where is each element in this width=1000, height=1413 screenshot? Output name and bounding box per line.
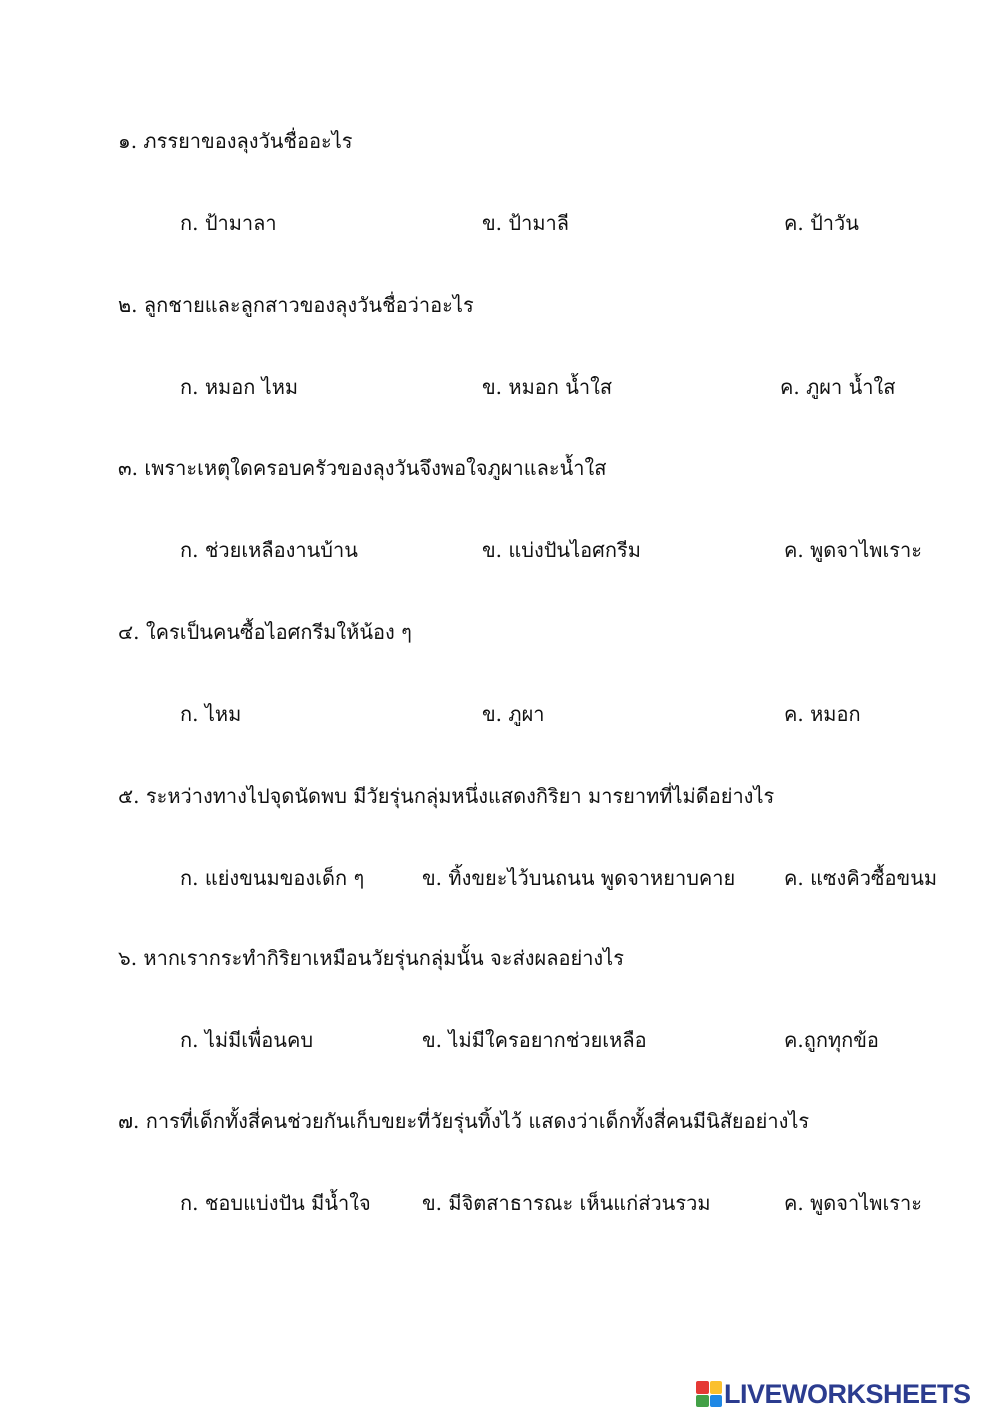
q2-choice-b[interactable]: ข. หมอก น้ำใส <box>482 375 613 399</box>
q7-choice-c[interactable]: ค. พูดจาไพเราะ <box>784 1191 923 1215</box>
q5-choice-c[interactable]: ค. แซงคิวซื้อขนม <box>784 866 938 890</box>
question-7: ๗. การที่เด็กทั้งสี่คนช่วยกันเก็บขยะที่วัยรุ่นทิ้งไว้ แสดงว่าเด็กทั้งสี่คนมีนิสัยอย่างไร <box>118 1109 810 1133</box>
q3-choice-a[interactable]: ก. ช่วยเหลืองานบ้าน <box>180 538 358 562</box>
q4-choice-a[interactable]: ก. ไหม <box>180 702 242 726</box>
q7-choice-a[interactable]: ก. ชอบแบ่งปัน มีน้ำใจ <box>180 1191 371 1215</box>
q7-choice-b[interactable]: ข. มีจิตสาธารณะ เห็นแก่ส่วนรวม <box>422 1191 711 1215</box>
liveworksheets-mark-icon <box>696 1381 722 1407</box>
q3-choice-b[interactable]: ข. แบ่งปันไอศกรีม <box>482 538 641 562</box>
liveworksheets-wordmark: LIVEWORKSHEETS <box>724 1378 971 1409</box>
q6-choice-c[interactable]: ค.ถูกทุกข้อ <box>784 1028 879 1052</box>
q2-choice-a[interactable]: ก. หมอก ไหม <box>180 375 299 399</box>
q6-choice-b[interactable]: ข. ไม่มีใครอยากช่วยเหลือ <box>422 1028 647 1052</box>
q5-choice-a[interactable]: ก. แย่งขนมของเด็ก ๆ <box>180 866 365 890</box>
q1-choice-a[interactable]: ก. ป้ามาลา <box>180 211 277 235</box>
question-2: ๒. ลูกชายและลูกสาวของลุงวันชื่อว่าอะไร <box>118 293 474 317</box>
q3-choice-c[interactable]: ค. พูดจาไพเราะ <box>784 538 923 562</box>
q2-choice-c[interactable]: ค. ภูผา น้ำใส <box>780 375 896 399</box>
question-1: ๑. ภรรยาของลุงวันชื่ออะไร <box>118 129 353 153</box>
question-4: ๔. ใครเป็นคนซื้อไอศกรีมให้น้อง ๆ <box>118 620 412 644</box>
q1-choice-c[interactable]: ค. ป้าวัน <box>784 211 859 235</box>
q4-choice-c[interactable]: ค. หมอก <box>784 702 861 726</box>
liveworksheets-logo[interactable] <box>696 1378 971 1410</box>
question-5: ๕. ระหว่างทางไปจุดนัดพบ มีวัยรุ่นกลุ่มหนึ่งแสดงกิริยา มารยาทที่ไม่ดีอย่างไร <box>118 784 775 808</box>
q1-choice-b[interactable]: ข. ป้ามาลี <box>482 211 569 235</box>
question-6: ๖. หากเรากระทำกิริยาเหมือนวัยรุ่นกลุ่มนั้น จะส่งผลอย่างไร <box>118 946 624 970</box>
q5-choice-b[interactable]: ข. ทิ้งขยะไว้บนถนน พูดจาหยาบคาย <box>422 866 736 890</box>
q6-choice-a[interactable]: ก. ไม่มีเพื่อนคบ <box>180 1028 314 1052</box>
question-3: ๓. เพราะเหตุใดครอบครัวของลุงวันจึงพอใจภูผาและน้ำใส <box>118 456 607 480</box>
q4-choice-b[interactable]: ข. ภูผา <box>482 702 545 726</box>
